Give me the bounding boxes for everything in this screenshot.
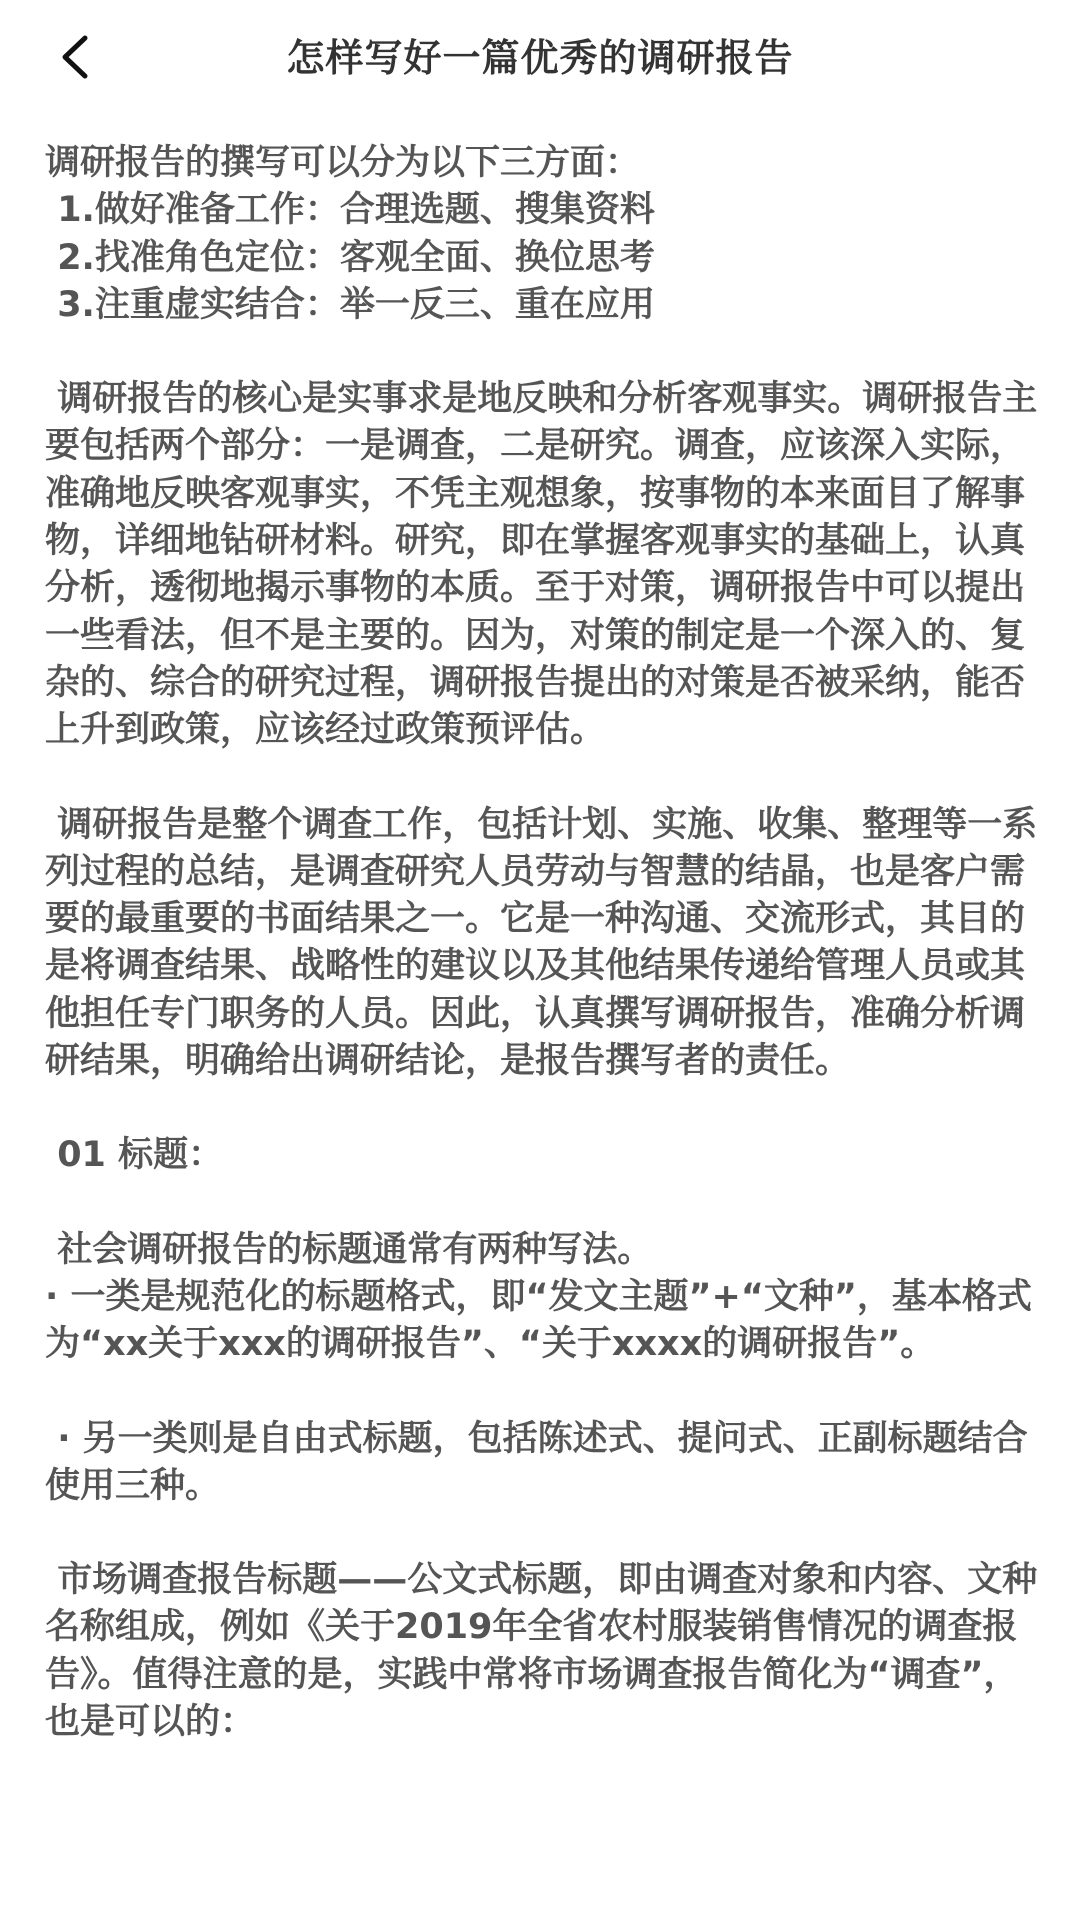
- spacer: [45, 755, 1045, 802]
- spacer: [45, 329, 1045, 376]
- intro-item-1: 1.做好准备工作：合理选题、搜集资料: [45, 190, 655, 231]
- spacer: [45, 1369, 1045, 1416]
- section-title: 01 标题：: [45, 1135, 224, 1176]
- article-body: [45, 140, 1045, 1746]
- title-type-1: · 一类是规范化的标题格式，即“发文主题”+“文种”，基本格式为“xx关于xxx的调研报告”、“关于xxxx的调研报告”。: [45, 1276, 1032, 1365]
- market-report-paragraph: 市场调查报告标题——公文式标题，即由调查对象和内容、文种名称组成，例如《关于2019年全省农村服装销售情况的调查报告》。值得注意的是，实践中常将市场调查报告简化为“调查”，也是可以的：: [45, 1560, 1038, 1743]
- intro-item-3: 3.注重虚实结合：举一反三、重在应用: [45, 284, 655, 325]
- intro-item-2: 2.找准角色定位：客观全面、换位思考: [45, 237, 655, 278]
- title-type-2: · 另一类则是自由式标题，包括陈述式、提问式、正副标题结合使用三种。: [45, 1418, 1028, 1506]
- title-intro: 社会调研报告的标题通常有两种写法。: [45, 1229, 653, 1270]
- paragraph-summary: 调研报告是整个调查工作，包括计划、实施、收集、整理等一系列过程的总结，是调查研究人员劳动与智慧的结晶，也是客户需要的最重要的书面结果之一。它是一种沟通、交流形式，其目的是将调查结果、战略性的建议以及其他结果传递给管理人员或其他担任专门职务的人员。因此，认真撰写调研报告，准确分析调研结果，明确给出调研结论，是报告撰写者的责任。: [45, 804, 1038, 1082]
- page-title: 怎样写好一篇优秀的调研报告: [286, 36, 794, 80]
- spacer: [45, 1085, 1045, 1132]
- top-bar: [0, 0, 1080, 115]
- paragraph-core: 调研报告的核心是实事求是地反映和分析客观事实。调研报告主要包括两个部分：一是调查，二是研究。调查，应该深入实际，准确地反映客观事实，不凭主观想象，按事物的本来面目了解事物，详细地钻研材料。研究，即在掌握客观事实的基础上，认真分析，透彻地揭示事物的本质。至于对策，调研报告中可以提出一些看法，但不是主要的。因为，对策的制定是一个深入的、复杂的、综合的研究过程，调研报告提出的对策是否被采纳，能否上升到政策，应该经过政策预评估。: [45, 379, 1038, 751]
- spacer: [45, 1510, 1045, 1557]
- intro-lead: 调研报告的撰写可以分为以下三方面：: [45, 143, 641, 183]
- spacer: [45, 1180, 1045, 1227]
